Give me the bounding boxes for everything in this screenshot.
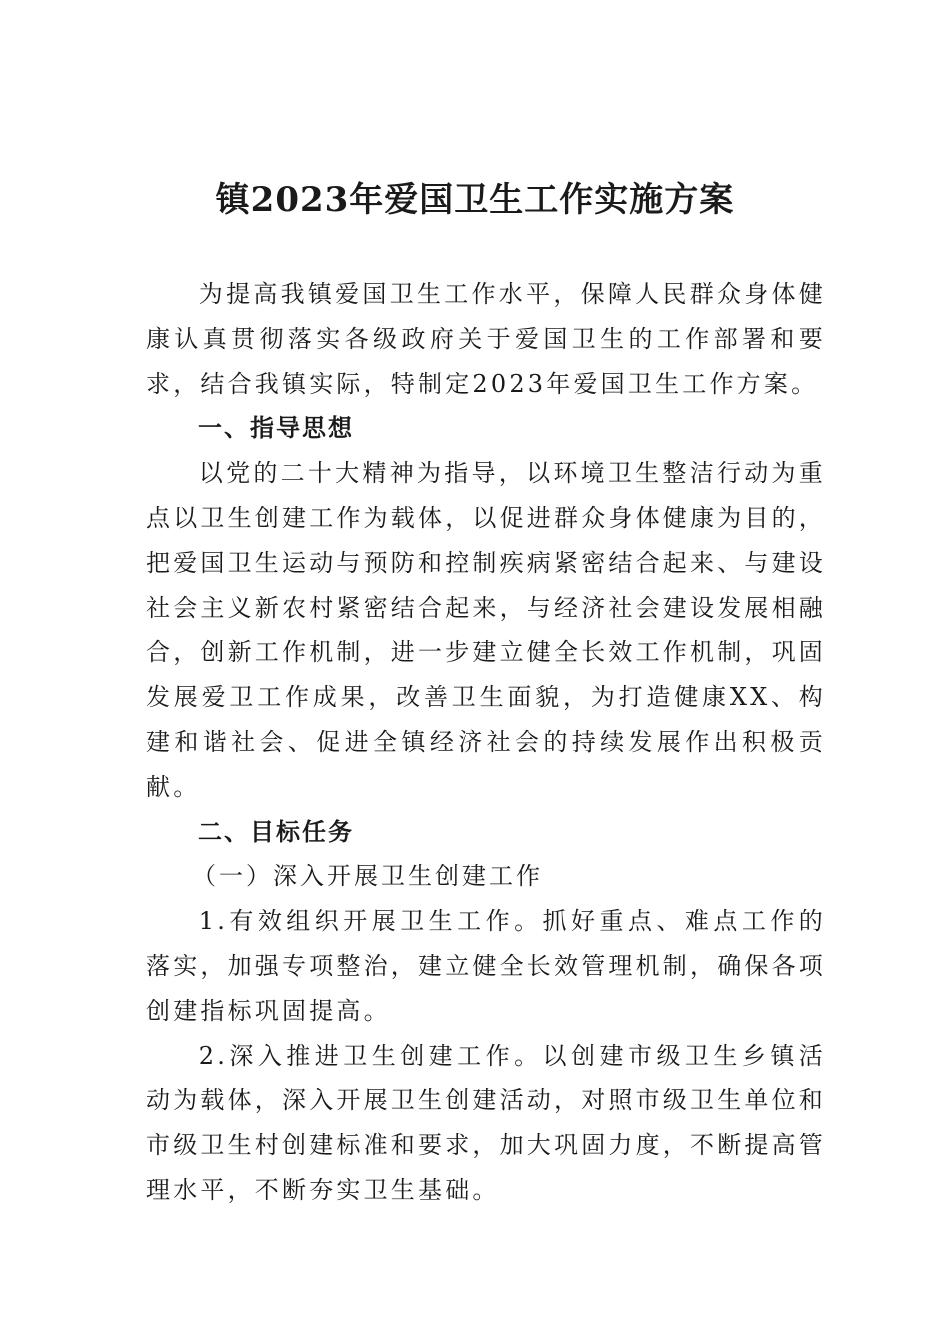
guiding-ideology-paragraph: 以党的二十大精神为指导，以环境卫生整洁行动为重点以卫生创建工作为载体，以促进群众身体健康为目的，把爱国卫生运动与预防和控制疾病紧密结合起来、与建设社会主义新农村紧密结合起来，与经济社会建设发展相融合，创新工作机制，进一步建立健全长效工作机制，巩固发展爱卫工作成果，改善卫生面貌，为打造健康XX、构建和谐社会、促进全镇经济社会的持续发展作出积极贡献。 — [146, 459, 826, 801]
task-item-1: 1.有效组织开展卫生工作。抓好重点、难点工作的落实，加强专项整治，建立健全长效管理机制，确保各项创建指标巩固提高。 — [146, 907, 826, 1025]
section-heading-guiding-ideology: 一、指导思想 — [198, 414, 354, 443]
subsection-heading-sanitation-creation: （一）深入开展卫生创建工作 — [192, 862, 543, 891]
intro-paragraph: 为提高我镇爱国卫生工作水平，保障人民群众身体健康认真贯彻落实各级政府关于爱国卫生的工作部署和要求，结合我镇实际，特制定2023年爱国卫生工作方案。 — [146, 280, 826, 398]
task-item-2: 2.深入推进卫生创建工作。以创建市级卫生乡镇活动为载体，深入开展卫生创建活动，对照市级卫生单位和市级卫生村创建标准和要求，加大巩固力度，不断提高管理水平，不断夯实卫生基础。 — [146, 1041, 826, 1204]
document-title: 镇2023年爱国卫生工作实施方案 — [215, 180, 735, 220]
section-heading-goals-tasks: 二、目标任务 — [198, 817, 354, 846]
document-body — [146, 272, 826, 1213]
